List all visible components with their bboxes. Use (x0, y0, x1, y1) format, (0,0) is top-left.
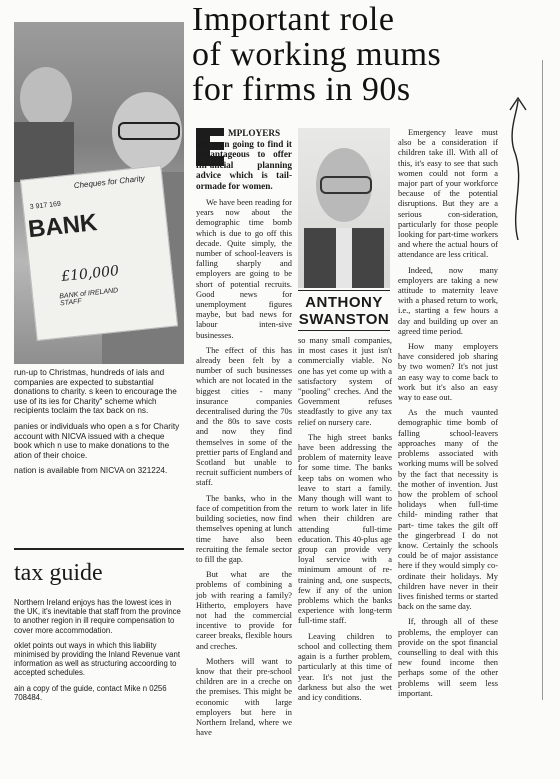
article-headline (192, 2, 552, 107)
col4-paragraph: As the much vaunted demographic time bomb of falling school-leavers approaches many of the problems associated with working mums will be solved by the fact that necessity is the mother of invention. Just how the problem of school holidays when full-time child- minding rather that part- time takes the gilt off the gingerbread I do not know. Certainly the schools could be of major assistance here if they would simply co-ordinate their holidays. My children have never in their lives finished terms or started back on the same day. (398, 408, 498, 612)
cheque-presentation-photo (14, 22, 184, 364)
cheque-top-label: Cheques for Charity (73, 173, 146, 191)
headline-line-2: of working mums (192, 36, 442, 73)
right-page-edge (542, 60, 543, 700)
col2-paragraph: The banks, who in the face of competition from the building societies, now find themselves opening at lunch time have also been recruiting the female sector to fill the gap. (196, 493, 292, 564)
cheque-number: 3 917 169 (29, 200, 62, 211)
col2-paragraph: The effect of this has already been felt by a number of such businesses which are not located in the biggest cities - many insurance companies decentralised during the 70s and the 80s to save costs and now they find themselves in some of the prettier parts of England and Scotland but unable to recruit sufficient numbers of staff. (196, 345, 292, 488)
col3-paragraph: so many small companies, in most cases it just isn't commercially viable. No one has yet come up with a satisfactory system of "pooling" creches. And the Government refuses steadfastly to give any tax relief on nursery care. (298, 336, 392, 427)
col4-paragraph: Indeed, now many employers are taking a new attitude to maternity leave with a phased return to work, i.e., starting a few hours a day and building up over an agreed time period. (398, 265, 498, 336)
left-rule (14, 548, 184, 550)
byline-last-name: SWANSTON (298, 311, 390, 328)
col4-paragraph: How many employers have considered job sharing by two women? It's not just an easy way to come back to work but it's also an easy way to ease out. (398, 342, 498, 403)
man-right-glasses (118, 122, 180, 140)
col2-paragraph: But what are the problems of combining a job with rearing a family? Hitherto, employers have not had the commercial incentive to provide for career breaks, flexible hours and creches. (196, 570, 292, 651)
col3-paragraph: Leaving children to school and collecting them again is a further problem, particularly at this time of year. It's not just the darkness but also the wet and icy conditions. (298, 631, 392, 702)
author-byline (298, 294, 390, 328)
col4-paragraph: Emergency leave must also be a consideration if children take ill. With all of this, it's easy to see that such women could not form a major part of your workforce because of the potential disruptions. But they are a serious con-sideration, particularly for those people looking for part-time workers and where the actual hours of attendance are less critical. (398, 128, 498, 260)
author-glasses (320, 176, 372, 194)
author-shirt (336, 228, 352, 288)
article-column-2 (196, 198, 292, 743)
col3-paragraph: The high street banks have been addressing the problem of maternity leave for some time. The banks keep tabs on women who leave to start a family. Many though will want to return to work later in life when their children are attending full-time education. This 40-plus age group can provide very loyal service with a minimum amount of re-training and, one suspects, few if any of the union problems which the banks experience with long-term full-time staff. (298, 432, 392, 626)
charity-story (14, 368, 180, 482)
headline-line-3: for firms in 90s (192, 71, 411, 108)
article-column-4 (398, 128, 498, 704)
man-left-face (20, 67, 72, 129)
tax-paragraph: ain a copy of the guide, contact Mike n 0256 708484. (14, 683, 167, 702)
tax-guide-heading: tax guide (14, 560, 103, 586)
pen-annotation-arrow (500, 90, 536, 250)
col4-paragraph: If, through all of these problems, the employer can provide on the spot financial counselling to deal with this new found income then perhaps some of the other problems will seem less important. (398, 617, 498, 698)
col2-paragraph: Mothers will want to know that their pre-school children are in a creche on the premises. This might be economic with large employers but here in Northern Ireland, where we have (196, 656, 292, 738)
author-portrait (298, 128, 390, 288)
cheque-amount: £10,000 (60, 263, 120, 286)
charity-paragraph: panies or individuals who open a s for Charity account with NICVA issued with a cheque book which n use to make donations to the ation of their choice. (14, 421, 180, 460)
large-cheque (20, 165, 178, 341)
man-left-suit (14, 122, 74, 182)
byline-first-name: ANTHONY (305, 294, 383, 311)
byline-rule-bottom (298, 330, 390, 331)
tax-guide-story (14, 598, 184, 708)
byline-rule-top (298, 290, 390, 291)
article-column-3 (298, 336, 392, 708)
cheque-signature: BANK of IRELAND STAFF (59, 287, 119, 308)
col2-paragraph: We have been reading for years now about the demographic time bomb which is due to go off this decade. Quite simply, the number of school-leavers is falling sharply and employers are going to be short of potential recruits. Good news for unemployment figures maybe, but bad news for labour inten-sive businesses. (196, 198, 292, 340)
tax-paragraph: oklet points out ways in which this liability minimised by providing the Inland Revenue vant information as well as structuring accoording to accepted schedules. (14, 640, 180, 678)
charity-paragraph: run-up to Christmas, hundreds of ials and companies are expected to substantial donations to charity. s keen to encourage the use of its ies for Charity" scheme which recipients toclaim the tax back on ns. (14, 368, 177, 416)
headline-line-1: Important role (192, 1, 395, 38)
cheque-bank-word: BANK (26, 209, 99, 244)
tax-paragraph: Northern Ireland enjoys has the lowest ices in the UK, it's inevitable that staff from the province to another region in ill require compensation to cover more accommodation. (14, 598, 181, 635)
charity-paragraph: nation is available from NICVA on 321224. (14, 466, 168, 476)
lead-paragraph: MPLOYERS are soon going to find it advantageous to offer fin-ancial planning advice which is tail-ormade for women. (196, 128, 292, 191)
